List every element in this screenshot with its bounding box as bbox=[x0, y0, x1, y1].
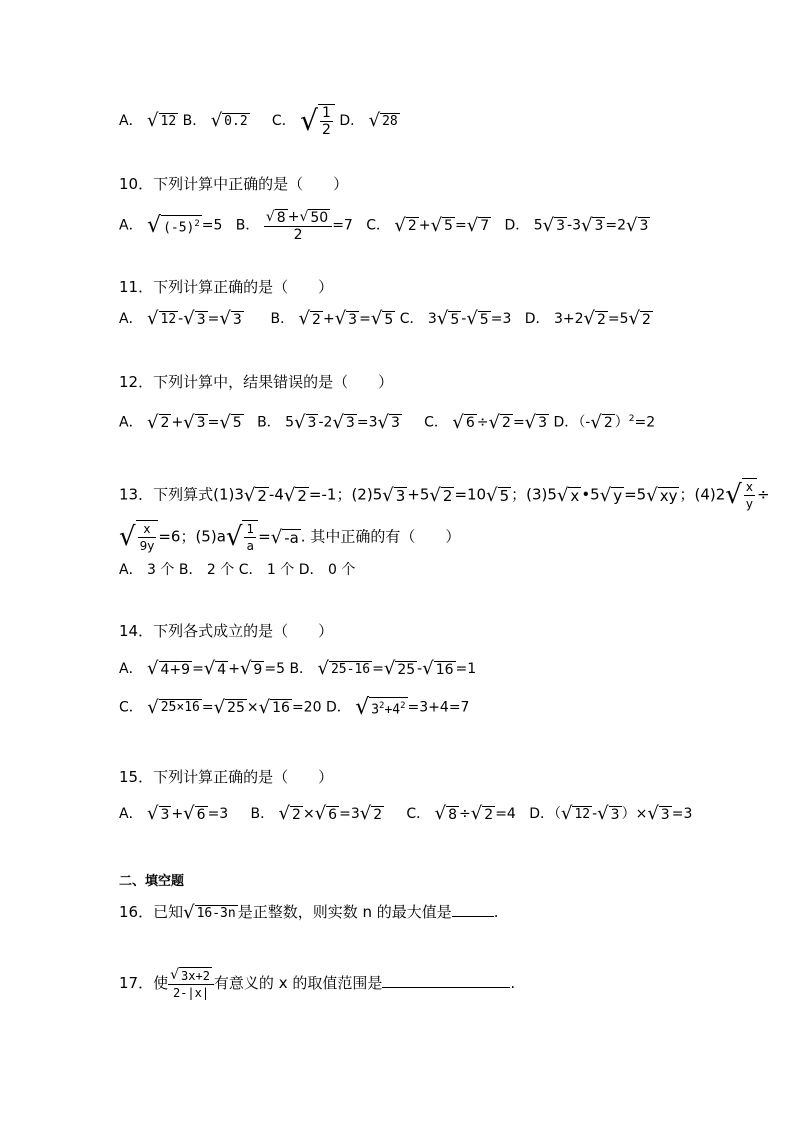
q15-options: A． √ 3 +√ 6 =3 B． √ 2 ×√ 6 =3√ 2 C． √ 8 ÷√ 2 =4 D．（√ 12 -√ 3 ）×√ 3 =3 bbox=[119, 803, 693, 824]
q10-b-fraction: $\frac{√ 8 +√ 50}{2}$ bbox=[264, 208, 332, 243]
q9-option-a-label: A． bbox=[119, 113, 143, 129]
q16-answer-blank[interactable] bbox=[452, 902, 494, 917]
q12-stem: 12．下列计算中，结果错误的是（ ） bbox=[119, 373, 394, 391]
q9-option-d-label: D． bbox=[339, 113, 365, 129]
q15-c-label: C． bbox=[406, 806, 431, 822]
q12-c-label: C． bbox=[424, 414, 448, 431]
q9-options bbox=[119, 104, 400, 138]
q9-option-c-label: C． bbox=[271, 113, 296, 129]
q10-a-result: =5 bbox=[201, 217, 223, 234]
q16-radical: √ 16-3n bbox=[183, 902, 236, 923]
q10-c-label: C． bbox=[366, 217, 390, 234]
q10-b-label: B． bbox=[235, 217, 260, 234]
q10-a-radical: √ $(-5)^2$ bbox=[147, 212, 200, 238]
q11-b-label: B． bbox=[270, 311, 295, 327]
q12-d-label: D． bbox=[553, 414, 579, 431]
q14-a-label: A． bbox=[119, 661, 143, 677]
q13-line2: √ $\frac{x}{9y}$ =6；(5)a√ $\frac{1}{a}$ =√ -a . 其中正确的有（ ） bbox=[119, 522, 461, 553]
q15-b-label: B． bbox=[250, 806, 275, 822]
q17-answer-blank[interactable] bbox=[382, 973, 510, 988]
q9-option-b-label: B． bbox=[182, 113, 207, 129]
q14-c-label: C． bbox=[119, 699, 143, 716]
q11-options: A． √ 12 -√ 3 =√ 3 B． √ 2 +√ 3 =√ 5 C． 3√ 5 -√ 5 =3 D． 3+2√ 2 =5√ 2 bbox=[119, 308, 651, 329]
q10-b-result: =7 bbox=[332, 217, 353, 234]
q9-option-b-radical: √ 0.2 bbox=[210, 110, 248, 131]
q10-d-label: D． bbox=[504, 217, 530, 234]
q15-stem: 15．下列计算正确的是（ ） bbox=[119, 768, 334, 786]
q17-fraction: $\frac{√ 3x+2}{2-|x|}$ bbox=[168, 966, 214, 1001]
section-heading: 二、填空题 bbox=[119, 874, 185, 889]
q11-stem: 11．下列计算正确的是（ ） bbox=[119, 278, 334, 296]
q16: 16．已知√ 16-3n 是正整数，则实数 n 的最大值是 . bbox=[119, 902, 499, 923]
q10-stem: 10．下列计算中正确的是（ ） bbox=[119, 175, 349, 193]
q10-options: A． √ $(-5)^2 =5$ B． $\frac{√ 8 +√ 50}{2}$ =7 C． √ 2 +√ 5 =√ 7 D． 5√ 3 -3√ 3 =2√ 3 bbox=[119, 209, 649, 243]
q10-a-label: A． bbox=[119, 217, 143, 234]
q14-d-label: D． bbox=[325, 699, 351, 716]
q14-options-ab: A． √ 4+9 =√ 4 +√ 9 =5 B． √ 25-16 =√ 25 -√ 16 =1 bbox=[119, 658, 477, 679]
q9-option-c-radical: √ $\frac{1}{2}$ bbox=[300, 104, 335, 138]
q9-option-d-radical: √ 28 bbox=[368, 110, 398, 131]
q11-a-label: A． bbox=[119, 311, 143, 327]
q14-stem: 14．下列各式成立的是（ ） bbox=[119, 622, 334, 640]
q15-a-label: A． bbox=[119, 806, 143, 822]
q13-line1: 13．下列算式(1)3√ 2 -4√ 2 =-1；(2)5√ 3 +5√ 2 =10√ 5 ；(3)5√ x •5√ y =5√ xy ；(4)2√ $\frac{x}{y}$ ÷ bbox=[119, 480, 770, 511]
q14-options-cd: C． √ 25×16 =√ 25 ×√ 16 =20 D． √ $3^2+4^2 =3+4=7$ bbox=[119, 694, 470, 720]
q12-a-label: A． bbox=[119, 414, 143, 431]
q11-c-label: C． bbox=[399, 311, 424, 327]
q12-options: A． √ 2 +√ 3 =√ 5 B． 5√ 3 -2√ 3 =3√ 3 C． √ 6 ÷√ 2 =√ 3 D．（-√ 2 ）$^2$=2 bbox=[119, 411, 656, 433]
q12-b-label: B． bbox=[257, 414, 281, 431]
q14-b-label: B． bbox=[289, 661, 314, 677]
q15-d-label: D． bbox=[529, 806, 554, 822]
q17: 17．使 $\frac{√ 3x+2}{2-|x|}$ 有意义的 x 的取值范围是 . bbox=[119, 967, 516, 1000]
q13-options: A． 3 个 B． 2 个 C． 1 个 D． 0 个 bbox=[119, 562, 356, 578]
q11-d-label: D． bbox=[524, 311, 550, 327]
q9-option-a-radical: √ 12 bbox=[147, 110, 177, 131]
